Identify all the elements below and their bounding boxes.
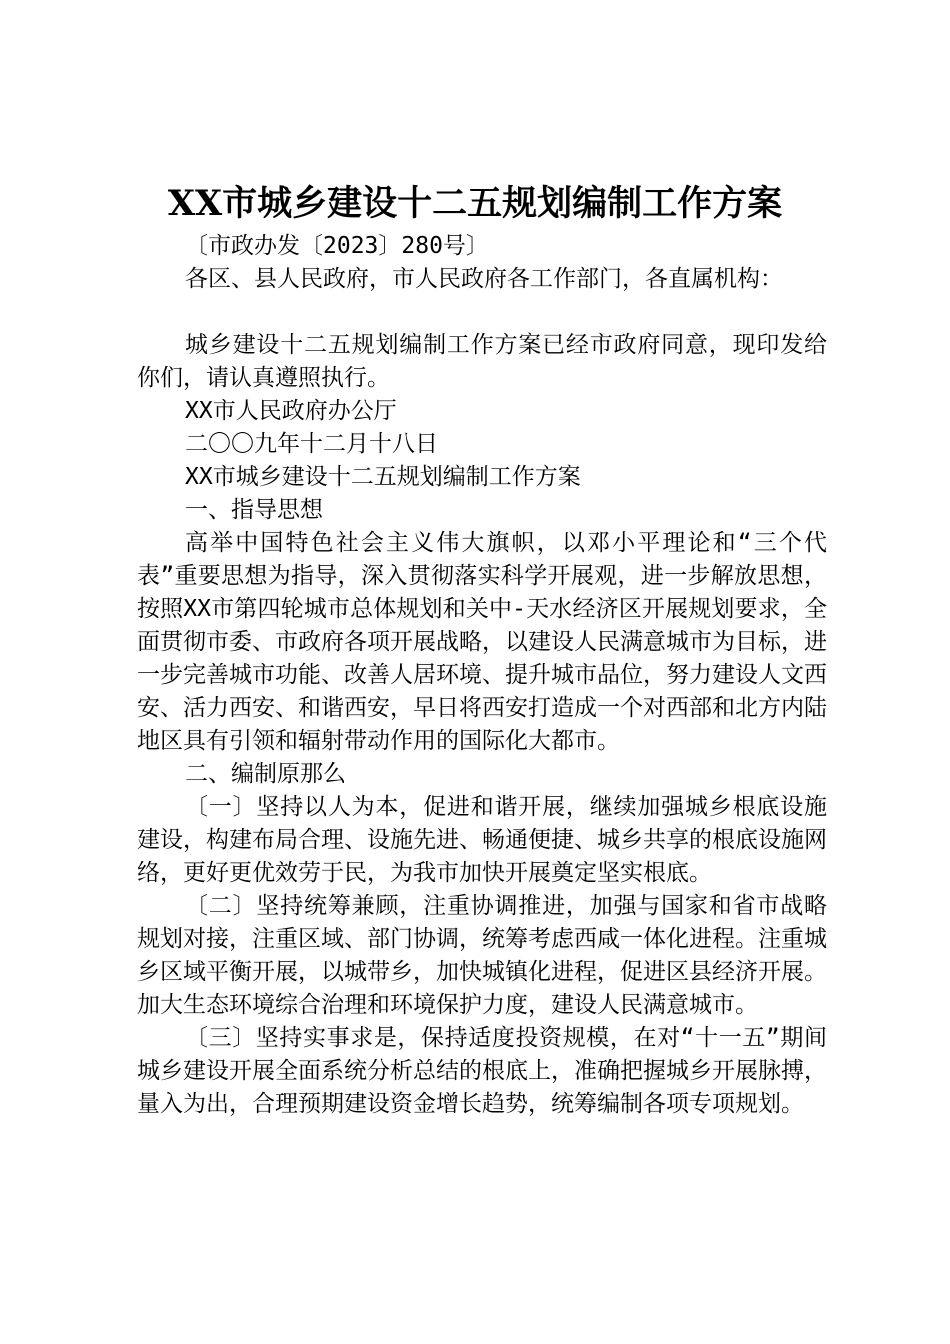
subtitle-line: XX市城乡建设十二五规划编制工作方案 <box>185 464 581 490</box>
section-heading-principles: 二、编制原那么 <box>185 761 346 787</box>
section-heading-guiding-thought: 一、指导思想 <box>185 497 323 523</box>
date-line: 二〇〇九年十二月十八日 <box>185 431 438 457</box>
blank-line <box>137 296 827 329</box>
principle-2-paragraph: 〔二〕坚持统筹兼顾，注重协调推进，加强与国家和省市战略规划对接，注重区域、部门协调，统筹考虑西咸一体化进程。注重城乡区域平衡开展，以城带乡，加快城镇化进程，促进区县经济开展。加大生态环境综合治理和环境保护力度，建设人民满意城市。 <box>137 893 827 1018</box>
issuer-line: XX市人民政府办公厅 <box>185 398 397 424</box>
document-title: XX市城乡建设十二五规划编制工作方案 <box>167 183 783 224</box>
principle-3-paragraph: 〔三〕坚持实事求是，保持适度投资规模，在对“十一五”期间城乡建设开展全面系统分析总结的根底上，准确把握城乡开展脉搏，量入为出，合理预期建设资金增长趋势，统筹编制各项专项规划。 <box>137 1025 827 1117</box>
document-number: 〔市政办发〔2023〕280号〕 <box>185 233 489 259</box>
document-body <box>137 230 827 1121</box>
notice-paragraph: 城乡建设十二五规划编制工作方案已经市政府同意，现印发给你们，请认真遵照执行。 <box>137 332 827 391</box>
guiding-thought-paragraph: 高举中国特色社会主义伟大旗帜，以邓小平理论和“三个代表”重要思想为指导，深入贯彻落实科学开展观，进一步解放思想，按照XX市第四轮城市总体规划和关中-天水经济区开展规划要求，全面贯彻市委、市政府各项开展战略，以建设人民满意城市为目标，进一步完善城市功能、改善人居环境、提升城市品位，努力建设人文西安、活力西安、和谐西安，早日将西安打造成一个对西部和北方内陆地区具有引领和辐射带动作用的国际化大都市。 <box>137 530 827 754</box>
recipients-line: 各区、县人民政府，市人民政府各工作部门，各直属机构： <box>185 266 783 292</box>
principle-1-paragraph: 〔一〕坚持以人为本，促进和谐开展，继续加强城乡根底设施建设，构建布局合理、设施先进、畅通便捷、城乡共享的根底设施网络，更好更优效劳于民，为我市加快开展奠定坚实根底。 <box>137 794 827 886</box>
